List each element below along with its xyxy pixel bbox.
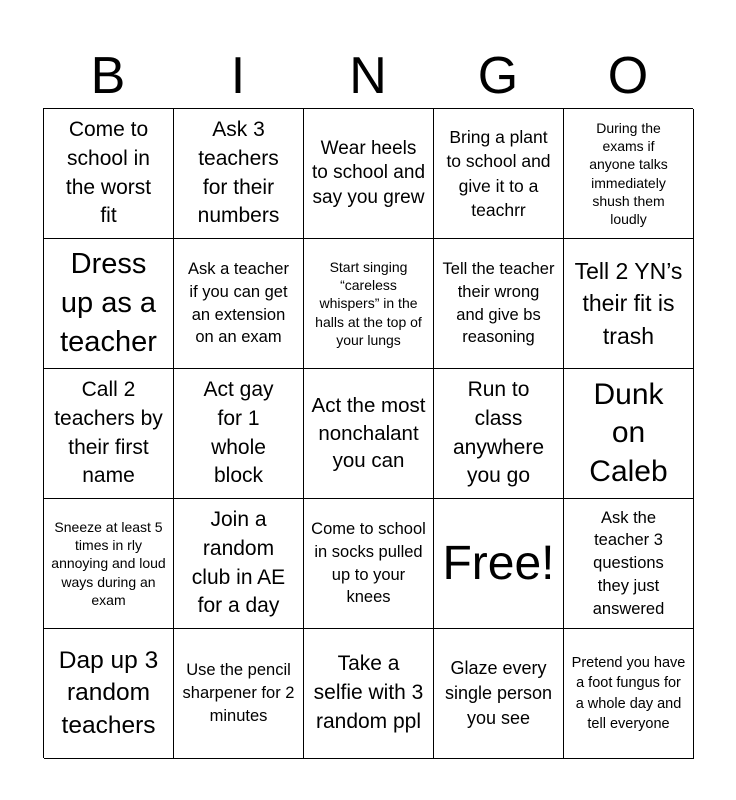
bingo-cell[interactable]: [304, 369, 434, 499]
cell-text: Take a selfie with 3 random ppl: [313, 652, 424, 733]
cell-text: Bring a plant to school and give it to a teachrr: [446, 127, 551, 220]
bingo-cell[interactable]: [44, 629, 174, 759]
bingo-cell[interactable]: [44, 499, 174, 629]
cell-text: During the exams if anyone talks immediately shush them loudly: [589, 119, 668, 227]
header-letter-b: B: [90, 47, 126, 105]
cell-text: Call 2 teachers by their first name: [54, 377, 163, 488]
bingo-cell[interactable]: [564, 109, 694, 239]
bingo-cell[interactable]: [564, 629, 694, 759]
bingo-cell[interactable]: [434, 239, 564, 369]
bingo-cell[interactable]: [564, 239, 694, 369]
cell-text: Start singing “careless whispers” in the halls at the top of your lungs: [315, 259, 422, 348]
header-letter-n: N: [349, 47, 387, 105]
cell-text: Join a random club in AE for a day: [191, 507, 286, 618]
bingo-cell[interactable]: [304, 499, 434, 629]
cell-text: Act gay for 1 whole block: [203, 377, 274, 488]
header-letter-o: O: [607, 47, 649, 105]
bingo-board: [43, 108, 693, 758]
bingo-cell[interactable]: [44, 369, 174, 499]
bingo-cell[interactable]: [174, 629, 304, 759]
cell-text: Ask the teacher 3 questions they just answered: [592, 508, 665, 618]
cell-text: Sneeze at least 5 times in rly annoying and loud ways during an exam: [51, 519, 166, 608]
cell-text: Dress up as a teacher: [60, 248, 157, 358]
bingo-cell[interactable]: [174, 109, 304, 239]
cell-text: Pretend you have a foot fungus for a whole day and tell everyone: [571, 654, 686, 732]
bingo-cell[interactable]: [564, 499, 694, 629]
cell-text: Use the pencil sharpener for 2 minutes: [182, 661, 295, 725]
bingo-cell[interactable]: [434, 369, 564, 499]
bingo-cell[interactable]: [564, 369, 694, 499]
cell-text: Dunk on Caleb: [589, 377, 668, 488]
cell-text: Run to class anywhere you go: [452, 377, 545, 488]
header-letter-i: I: [230, 47, 246, 105]
bingo-cell[interactable]: [304, 239, 434, 369]
free-space[interactable]: [434, 499, 564, 629]
bingo-cell[interactable]: [44, 239, 174, 369]
cell-text: Ask 3 teachers for their numbers: [197, 117, 280, 228]
bingo-cell[interactable]: [44, 109, 174, 239]
cell-text: Come to school in the worst fit: [65, 117, 152, 228]
bingo-cell[interactable]: [434, 109, 564, 239]
header-letter-g: G: [477, 47, 519, 105]
bingo-cell[interactable]: [304, 629, 434, 759]
cell-text: Dap up 3 random teachers: [58, 647, 159, 739]
cell-text: Come to school in socks pulled up to your knees: [311, 519, 426, 607]
bingo-cell[interactable]: [174, 369, 304, 499]
cell-text: Act the most nonchalant you can: [311, 393, 426, 473]
cell-text: Wear heels to school and say you grew: [311, 138, 426, 208]
cell-text: Tell the teacher their wrong and give bs reasoning: [442, 259, 555, 347]
bingo-header: [43, 44, 693, 108]
free-space-text: Free!: [442, 536, 555, 590]
cell-text: Tell 2 YN’s their fit is trash: [574, 257, 683, 349]
bingo-cell[interactable]: [174, 499, 304, 629]
bingo-cell[interactable]: [174, 239, 304, 369]
bingo-cell[interactable]: [434, 629, 564, 759]
bingo-cell[interactable]: [304, 109, 434, 239]
cell-text: Ask a teacher if you can get an extension on an exam: [188, 259, 289, 347]
cell-text: Glaze every single person you see: [444, 658, 553, 728]
